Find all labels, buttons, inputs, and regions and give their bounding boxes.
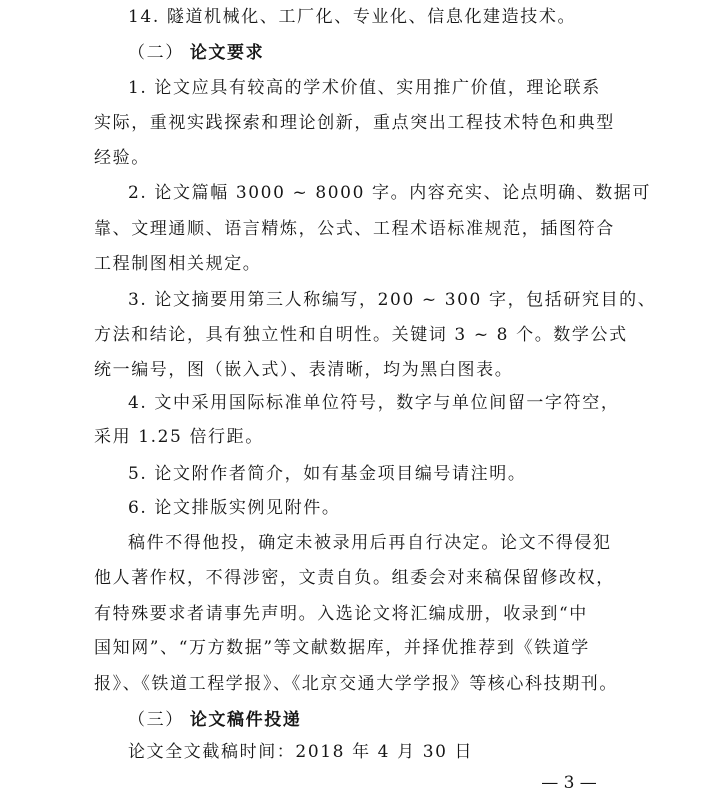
section-title: 论文稿件投递 xyxy=(189,710,302,730)
paragraph-line: 工程制图相关规定。 xyxy=(94,254,262,274)
paragraph-line: 稿件不得他投，确定未被录用后再自行决定。论文不得侵犯 xyxy=(128,533,612,553)
paragraph-line: 报》、《铁道工程学报》、《北京交通大学学报》等核心科技期刊。 xyxy=(94,674,618,694)
section-number: （二） xyxy=(128,43,184,63)
paragraph-line: 实际，重视实践探索和理论创新，重点突出工程技术特色和典型 xyxy=(94,113,615,133)
paragraph-line: 靠、文理通顺、语言精炼，公式、工程术语标准规范，插图符合 xyxy=(94,219,615,239)
page-number: — 3 — xyxy=(541,773,597,793)
section-title: 论文要求 xyxy=(189,43,265,63)
paragraph-line: 1. 论文应具有较高的学术价值、实用推广价值，理论联系 xyxy=(128,78,601,98)
paragraph-line: 有特殊要求者请事先声明。入选论文将汇编成册，收录到“中 xyxy=(94,604,588,624)
paragraph-line: 6. 论文排版实例见附件。 xyxy=(128,498,341,518)
list-item-14: 14. 隧道机械化、工厂化、专业化、信息化建造技术。 xyxy=(128,7,577,27)
deadline-line: 论文全文截稿时间：2018 年 4 月 30 日 xyxy=(128,742,474,762)
section-heading-2 xyxy=(128,40,658,66)
paragraph-line: 国知网”、“万方数据”等文献数据库，并择优推荐到《铁道学 xyxy=(94,638,590,658)
section-number: （三） xyxy=(128,710,184,730)
paragraph-line: 方法和结论，具有独立性和自明性。关键词 3 ~ 8 个。数学公式 xyxy=(94,325,628,345)
paragraph-line: 3. 论文摘要用第三人称编写，200 ~ 300 字，包括研究目的、 xyxy=(128,290,657,310)
paragraph-line: 他人著作权，不得涉密，文责自负。组委会对来稿保留修改权， xyxy=(94,568,615,588)
paragraph-line: 2. 论文篇幅 3000 ~ 8000 字。内容充实、论点明确、数据可 xyxy=(128,183,652,203)
paragraph-line: 采用 1.25 倍行距。 xyxy=(94,427,264,447)
paragraph-line: 5. 论文附作者简介，如有基金项目编号请注明。 xyxy=(128,464,527,484)
paragraph-line: 经验。 xyxy=(94,148,150,168)
section-heading-3 xyxy=(128,707,658,733)
paragraph-line: 统一编号，图（嵌入式）、表清晰，均为黑白图表。 xyxy=(94,360,514,380)
paragraph-line: 4. 文中采用国际标准单位符号，数字与单位间留一字符空， xyxy=(128,393,620,413)
